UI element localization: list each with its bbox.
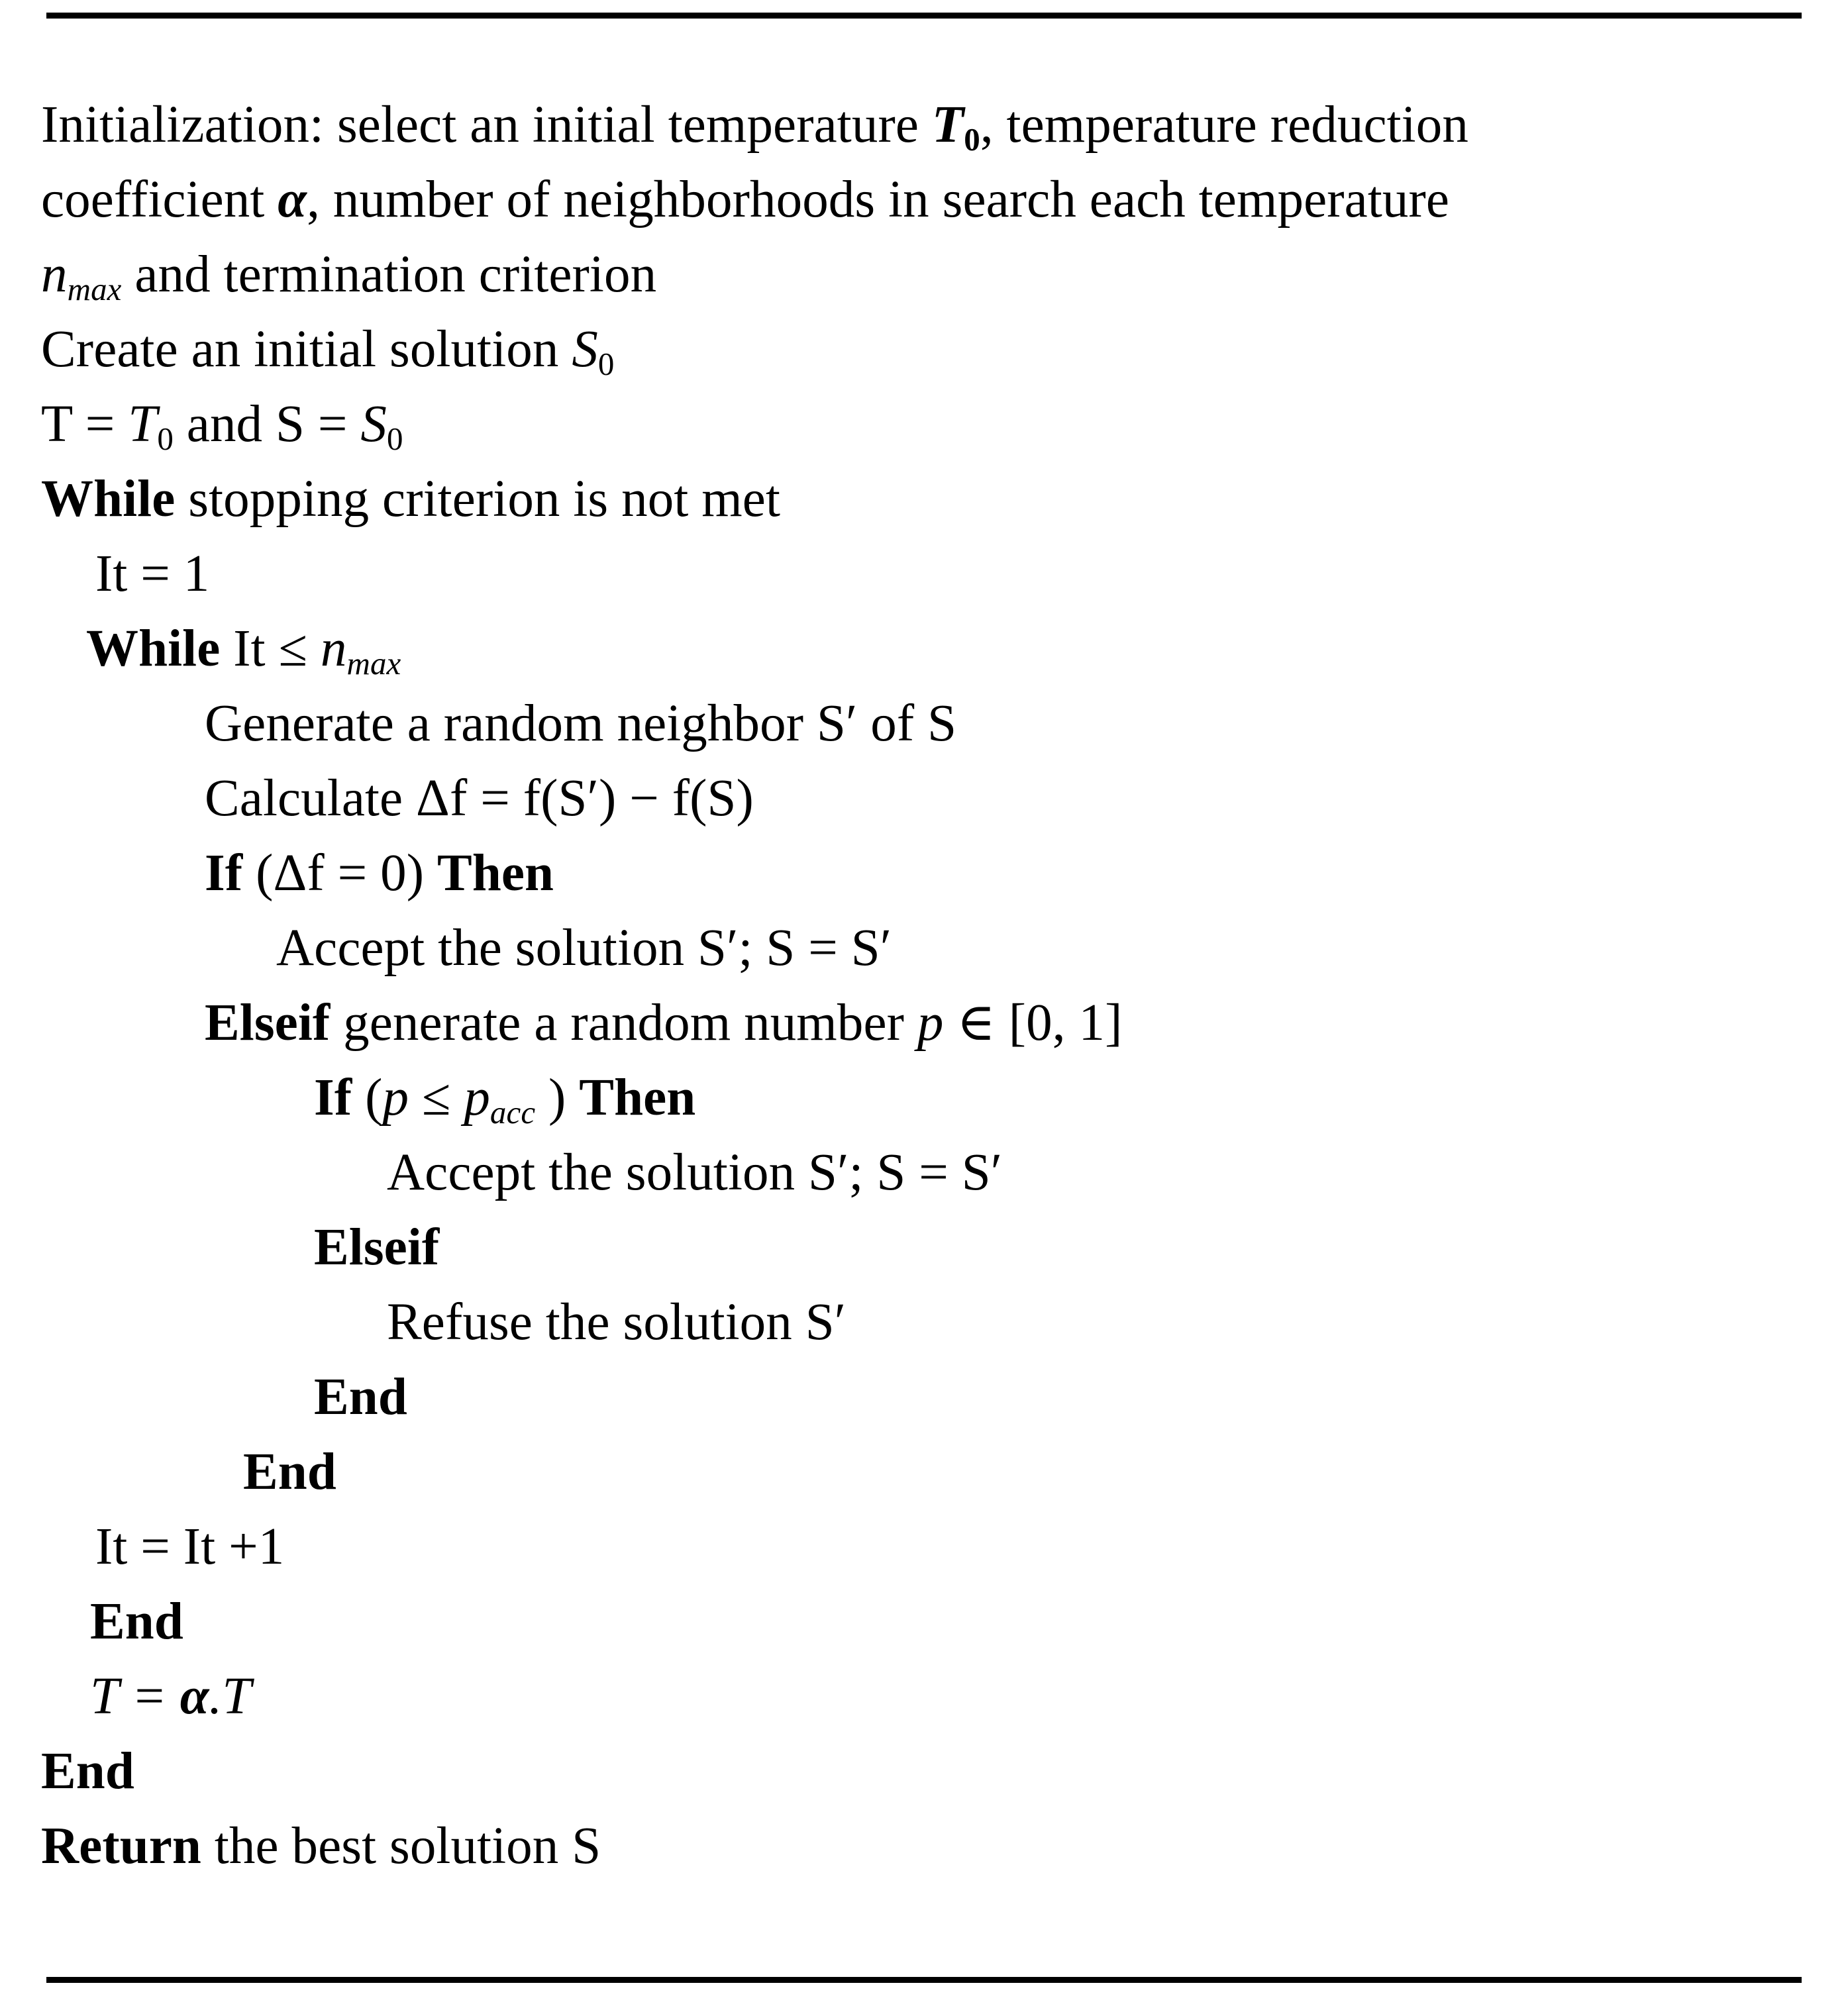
keyword-then-2: Then <box>579 1069 696 1127</box>
generate-neighbor-text: Generate a random neighbor S′ of S <box>205 695 957 752</box>
line-create-initial-solution <box>41 312 1816 387</box>
variable-p-ref: p <box>382 1069 409 1127</box>
keyword-return: Return <box>41 1817 201 1875</box>
variable-T0 <box>931 96 980 158</box>
line-while-outer <box>41 462 1816 536</box>
line-return-best-solution <box>41 1809 1816 1884</box>
elseif-1-text-1: generate a random number <box>330 994 917 1052</box>
variable-alpha: α <box>278 171 307 228</box>
while-inner-condition: It ≤ <box>220 620 321 678</box>
initialization-text-1: select an initial temperature <box>324 96 932 154</box>
if-2-leq-operator: ≤ <box>409 1069 464 1127</box>
bottom-rule-divider <box>46 1977 1802 1983</box>
variable-nmax <box>41 246 122 308</box>
accept-solution-1-text: Accept the solution S′; S = S′ <box>276 919 892 977</box>
line-end-while-inner <box>41 1584 1816 1659</box>
keyword-then-1: Then <box>437 844 554 902</box>
variable-T0-subscript: 0 <box>964 121 980 158</box>
initialization-label: Initialization: <box>41 96 325 154</box>
variable-nmax-base: n <box>41 246 68 303</box>
variable-S0-ref <box>360 395 403 458</box>
keyword-elseif-2: Elseif <box>314 1219 440 1276</box>
variable-T0-ref-subscript: 0 <box>157 421 174 458</box>
variable-T-left: T <box>90 1668 119 1725</box>
line-end-outer-if <box>41 1435 1816 1509</box>
initialization-text-2: , temperature reduction <box>980 96 1468 154</box>
keyword-end-2: End <box>243 1443 336 1501</box>
line-elseif-2 <box>41 1210 1816 1285</box>
keyword-end-4: End <box>41 1742 134 1800</box>
calculate-delta-text: Calculate Δf = f(S′) − f(S) <box>205 770 754 827</box>
variable-nmax-ref-base: n <box>320 620 347 678</box>
if-2-close-paren: ) <box>535 1069 580 1127</box>
variable-nmax-subscript: max <box>67 271 122 308</box>
line-if-p-leq-pacc <box>41 1060 1816 1135</box>
line-accept-solution-1 <box>41 911 1816 985</box>
variable-T0-ref <box>128 395 174 458</box>
keyword-end-1: End <box>314 1368 407 1426</box>
variable-pacc-subscript: acc <box>489 1094 536 1131</box>
line-end-inner-if <box>41 1360 1816 1435</box>
temperature-dot: . <box>209 1668 223 1725</box>
variable-pacc-base: p <box>464 1069 490 1127</box>
line-end-while-outer <box>41 1734 1816 1809</box>
keyword-end-3: End <box>90 1593 183 1650</box>
initialization-text-4: , number of neighborhoods in search each temperature <box>307 171 1450 228</box>
variable-S0-ref-subscript: 0 <box>387 421 403 458</box>
line-calculate-delta <box>41 761 1816 836</box>
accept-solution-2-text: Accept the solution S′; S = S′ <box>387 1144 1003 1201</box>
initialization-text-3: coefficient <box>41 171 278 228</box>
iteration-increment-text: It = It +1 <box>95 1518 285 1576</box>
iteration-init-text: It = 1 <box>95 545 210 603</box>
if-2-open-paren: ( <box>352 1069 383 1127</box>
line-while-inner <box>41 611 1816 686</box>
keyword-while-inner: While <box>86 620 221 678</box>
variable-pacc <box>464 1069 536 1131</box>
line-initialization-1 <box>41 87 1816 162</box>
variable-S0-subscript: 0 <box>597 346 615 383</box>
line-initialization-3 <box>41 237 1816 312</box>
if-1-condition: (Δf = 0) <box>242 844 438 902</box>
assign-T-label: T = <box>41 395 128 453</box>
keyword-while-outer: While <box>41 470 176 528</box>
line-assign-T-and-S <box>41 387 1816 462</box>
variable-T-right: T <box>222 1668 252 1725</box>
variable-S0-ref-base: S <box>360 395 387 453</box>
variable-p: p <box>917 994 944 1052</box>
line-if-delta-zero <box>41 836 1816 911</box>
line-iteration-increment <box>41 1509 1816 1584</box>
variable-alpha-ref: α <box>180 1668 209 1725</box>
keyword-if-1: If <box>205 844 243 902</box>
variable-nmax-ref <box>320 620 401 682</box>
line-generate-neighbor <box>41 686 1816 761</box>
line-initialization-2 <box>41 162 1816 237</box>
refuse-solution-text: Refuse the solution S′ <box>387 1293 847 1351</box>
variable-T0-ref-base: T <box>128 395 158 453</box>
assign-and-label: and S = <box>173 395 361 453</box>
return-text: the best solution S <box>201 1817 601 1875</box>
line-iteration-init <box>41 536 1816 611</box>
variable-S0 <box>572 321 615 383</box>
variable-S0-base: S <box>572 321 598 378</box>
temperature-equals: = <box>118 1668 180 1725</box>
variable-T0-base: T <box>931 96 964 154</box>
line-accept-solution-2 <box>41 1135 1816 1210</box>
pseudocode-lines <box>41 87 1816 1884</box>
elseif-1-text-2: ∈ [0, 1] <box>943 994 1123 1052</box>
keyword-elseif-1: Elseif <box>205 994 331 1052</box>
create-solution-text: Create an initial solution <box>41 321 572 378</box>
line-refuse-solution <box>41 1285 1816 1360</box>
variable-nmax-ref-subscript: max <box>346 645 401 682</box>
top-rule-divider <box>46 13 1802 19</box>
while-outer-condition: stopping criterion is not met <box>175 470 780 528</box>
line-elseif-random <box>41 985 1816 1060</box>
initialization-text-5: and termination criterion <box>121 246 657 303</box>
keyword-if-2: If <box>314 1069 352 1127</box>
line-temperature-update <box>41 1659 1816 1734</box>
